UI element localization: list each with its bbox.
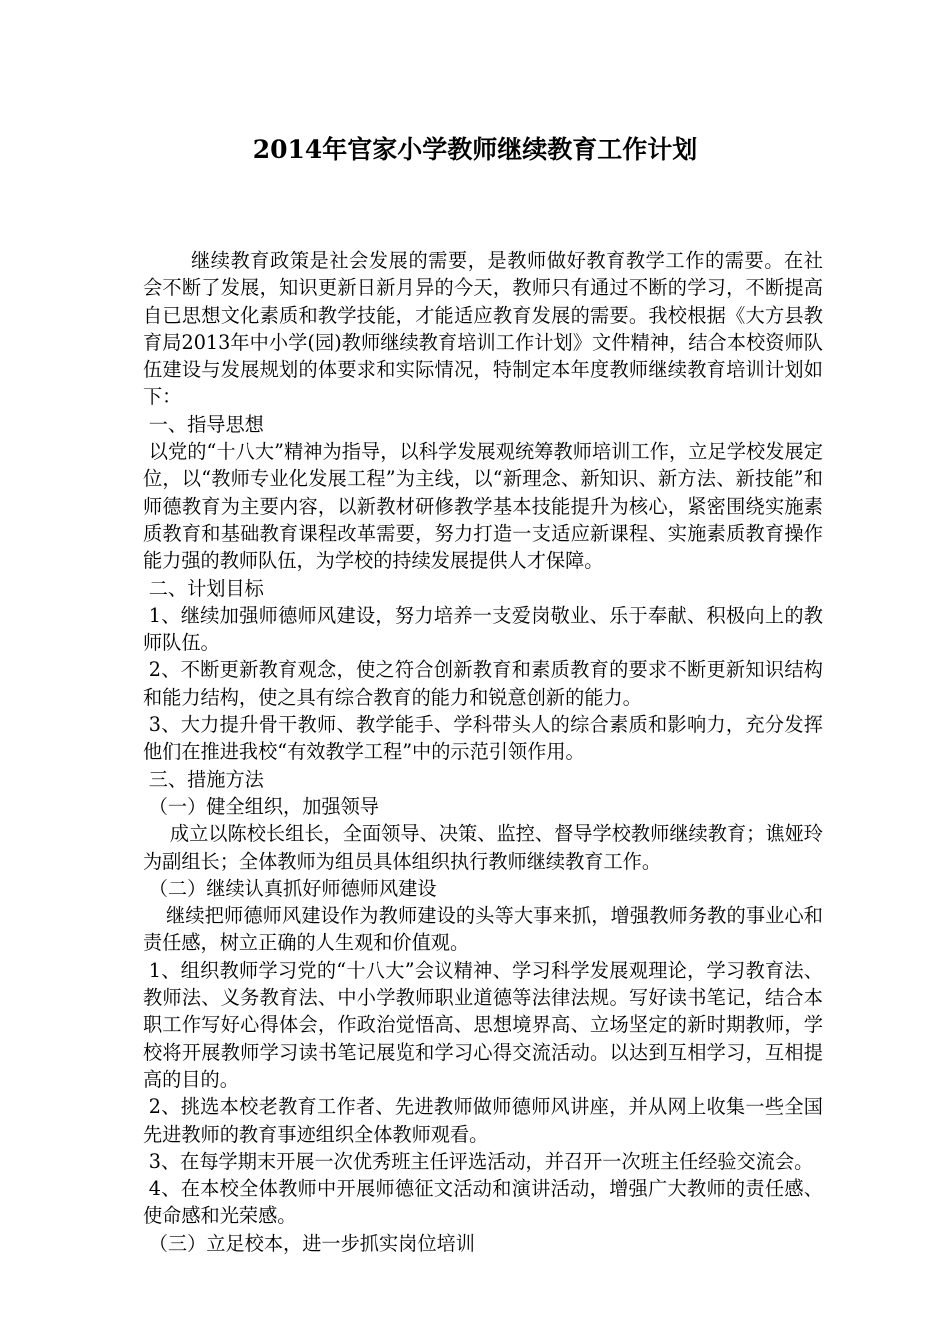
document-title: 2014年官家小学教师继续教育工作计划	[252, 135, 698, 164]
ethics-item-4: 4、在本校全体教师中开展师德征文活动和演讲活动，增强广大教师的责任感、使命感和光荣感。	[143, 1177, 823, 1228]
paragraph-ethics: 继续把师德师风建设作为教师建设的头等大事来抓，增强教师务教的事业心和责任感，树立正确的人生观和价值观。	[143, 904, 823, 955]
goal-item-3: 3、大力提升骨干教师、教学能手、学科带头人的综合素质和影响力，充分发挥他们在推进我校“有效教学工程”中的示范引领作用。	[143, 713, 823, 764]
heading-measures: 三、措施方法	[148, 767, 264, 791]
paragraph-organization: 成立以陈校长组长，全面领导、决策、监控、督导学校教师继续教育；谯娅玲为副组长；全体教师为组员具体组织执行教师继续教育工作。	[143, 822, 823, 873]
goal-item-1: 1、继续加强师德师风建设，努力培养一支爱岗敬业、乐于奉献、积极向上的教师队伍。	[143, 603, 823, 655]
paragraph-guiding-thought: 以党的“十八大”精神为指导，以科学发展观统筹教师培训工作，立足学校发展定位，以“教师专业化发展工程”为主线，以“新理念、新知识、新方法、新技能”和师德教育为主要内容，以新教材研修教学基本技能提升为核心，紧密围绕实施素质教育和基础教育课程改革需要，努力打造一支适应新课程、实施素质教育操作能力强的教师队伍，为学校的持续发展提供人才保障。	[143, 440, 823, 573]
goal-item-2: 2、不断更新教育观念，使之符合创新教育和素质教育的要求不断更新知识结构和能力结构，使之具有综合教育的能力和锐意创新的能力。	[143, 658, 823, 709]
subheading-school-based: （三）立足校本，进一步抓实岗位培训	[148, 1231, 475, 1255]
subheading-ethics: （二）继续认真抓好师德师风建设	[148, 876, 437, 900]
ethics-item-1: 1、组织教师学习党的“十八大”会议精神、学习科学发展观理论，学习教育法、教师法、义务教育法、中小学教师职业道德等法律法规。写好读书笔记，结合本职工作写好心得体会，作政治觉悟高、思想境界高、立场坚定的新时期教师，学校将开展教师学习读书笔记展览和学习心得交流活动。以达到互相学习，互相提高的目的。	[143, 958, 823, 1091]
subheading-organization: （一）健全组织，加强领导	[148, 794, 379, 818]
ethics-item-3: 3、在每学期末开展一次优秀班主任评选活动，并召开一次班主任经验交流会。	[148, 1149, 814, 1173]
paragraph-intro: 继续教育政策是社会发展的需要，是教师做好教育教学工作的需要。在社会不断了发展，知识更新日新月异的今天，教师只有通过不断的学习，不断提高自已思想文化素质和教学技能，才能适应教育发展的需要。我校根据《大方县教育局2013年中小学(园)教师继续教育培训工作计划》文件精神，结合本校资师队伍建设与发展规划的体要求和实际情况，特制定本年度教师继续教育培训计划如下：	[143, 249, 823, 409]
heading-plan-goals: 二、计划目标	[148, 576, 264, 600]
document-body	[143, 247, 823, 1257]
ethics-item-2: 2、挑选本校老教育工作者、先进教师做师德师风讲座，并从网上收集一些全国先进教师的教育事迹组织全体教师观看。	[143, 1095, 823, 1146]
heading-guiding-thought: 一、指导思想	[148, 412, 264, 436]
